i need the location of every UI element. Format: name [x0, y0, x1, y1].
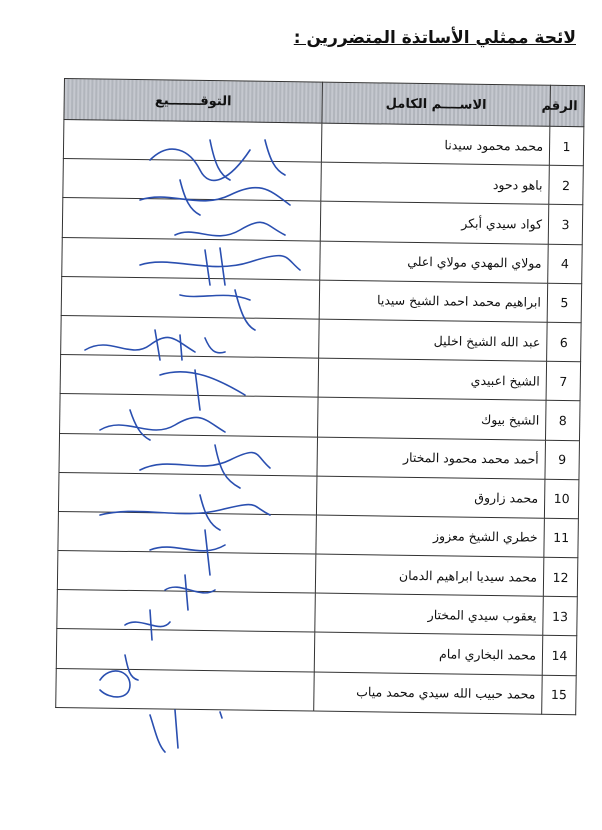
- roster-sheet: [55, 78, 584, 757]
- row-name: محمد حبيب الله سيدي محمد مياب: [314, 672, 543, 714]
- row-number: 8: [545, 401, 580, 441]
- signature-cell: [62, 198, 321, 241]
- signature-cell: [58, 472, 317, 515]
- row-number: 6: [547, 322, 582, 362]
- row-number: 5: [547, 283, 582, 323]
- signature-cell: [58, 511, 317, 554]
- row-name: مولاي المهدي مولاي اعلي: [320, 241, 549, 283]
- signature-cell: [60, 355, 319, 398]
- row-number: 7: [546, 361, 581, 401]
- column-header-signature: التوقـــــــيع: [64, 79, 323, 124]
- row-name: خطري الشيخ معزوز: [316, 515, 545, 557]
- signature-cell: [61, 276, 320, 319]
- signature-cell: [57, 551, 316, 594]
- row-name: محمد زاروق: [316, 476, 545, 518]
- row-number: 15: [542, 675, 577, 715]
- table-row: [56, 668, 576, 714]
- signature-cell: [59, 433, 318, 476]
- header-row: [64, 79, 585, 127]
- row-name: الشيخ اعبيدي: [318, 358, 547, 400]
- row-name: يعقوب سيدي المختار: [315, 593, 544, 635]
- row-name: باهو دحود: [321, 162, 550, 204]
- signature-cell: [62, 237, 321, 280]
- row-number: 12: [543, 557, 578, 597]
- row-number: 9: [545, 440, 580, 480]
- row-number: 1: [549, 126, 584, 166]
- row-name: عبد الله الشيخ اخليل: [319, 319, 548, 361]
- row-name: أحمد محمد محمود المختار: [317, 437, 546, 479]
- row-number: 13: [543, 596, 578, 636]
- row-name: محمد محمود سيدنا: [321, 123, 550, 165]
- row-number: 11: [544, 518, 579, 558]
- signature-cell: [63, 120, 322, 163]
- row-number: 4: [548, 244, 583, 284]
- signature-cell: [57, 590, 316, 633]
- signature-cell: [56, 629, 315, 672]
- row-number: 14: [542, 636, 577, 676]
- row-name: الشيخ بيوك: [318, 397, 547, 439]
- row-number: 3: [548, 205, 583, 245]
- signature-cell: [60, 394, 319, 437]
- signature-cell: [63, 159, 322, 202]
- row-name: محمد سيديا ابراهيم الدمان: [315, 554, 544, 596]
- signature-cell: [61, 315, 320, 358]
- row-number: 10: [544, 479, 579, 519]
- roster-table: [55, 78, 585, 715]
- row-name: ابراهيم محمد احمد الشيخ سيديا: [319, 280, 548, 322]
- row-name: كواد سيدي أبكر: [320, 201, 549, 243]
- row-name: محمد البخاري امام: [314, 632, 543, 674]
- row-number: 2: [549, 165, 584, 205]
- column-header-full-name: الاســــم الكامل: [322, 82, 551, 126]
- column-header-number: الرقم: [550, 85, 585, 126]
- page-title: لائحة ممثلي الأساتذة المتضررين :: [293, 28, 576, 48]
- signature-cell: [56, 668, 315, 711]
